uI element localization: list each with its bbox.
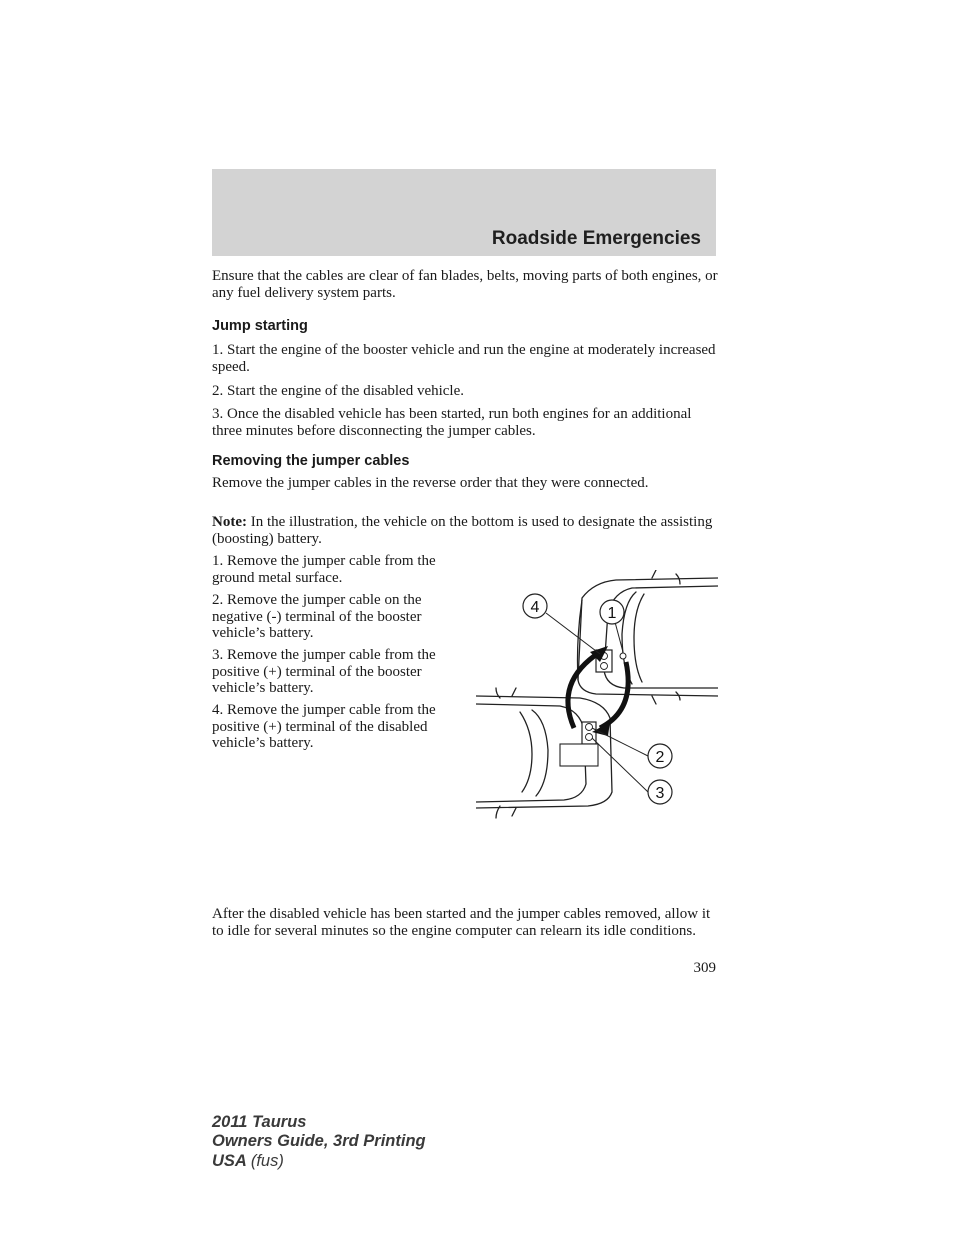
remove-step-4: 4. Remove the jumper cable from the positive (+) terminal of the disabled vehicle’s battery.	[212, 702, 436, 752]
page-number: 309	[693, 960, 716, 976]
intro-paragraph: Ensure that the cables are clear of fan blades, belts, moving parts of both engines, or any fuel delivery system parts.	[212, 268, 718, 301]
remove-step-3: 3. Remove the jumper cable from the positive (+) terminal of the booster vehicle’s battery.	[212, 647, 436, 697]
remove-step-1: 1. Remove the jumper cable from the ground metal surface.	[212, 553, 436, 586]
section-header	[212, 169, 716, 256]
section-title: Roadside Emergencies	[491, 228, 701, 249]
callout-2	[648, 744, 672, 768]
note-label: Note:	[212, 514, 247, 530]
footer-info	[212, 1113, 426, 1171]
callout-1-label: 1	[607, 605, 617, 622]
footer-model: 2011 Taurus	[212, 1113, 307, 1131]
callout-2-label: 2	[655, 749, 665, 766]
removing-intro: Remove the jumper cables in the reverse order that they were connected.	[212, 475, 649, 491]
footer-country: USA	[212, 1151, 247, 1170]
remove-step-2: 2. Remove the jumper cable on the negative (-) terminal of the booster vehicle’s battery.	[212, 592, 422, 642]
note-paragraph	[212, 514, 718, 547]
callout-3-label: 3	[655, 785, 665, 802]
callout-4	[523, 594, 547, 618]
removing-cables-heading: Removing the jumper cables	[212, 453, 410, 469]
note-text: In the illustration, the vehicle on the bottom is used to designate the assisting (boosting) battery.	[212, 514, 713, 547]
jump-step-2: 2. Start the engine of the disabled vehicle.	[212, 383, 465, 399]
footer-guide: Owners Guide, 3rd Printing	[212, 1132, 426, 1151]
jump-starting-heading: Jump starting	[212, 318, 308, 334]
disabled-vehicle-outline	[578, 570, 719, 704]
footer-region	[212, 1152, 426, 1171]
callout-3	[648, 780, 672, 804]
after-paragraph: After the disabled vehicle has been started and the jumper cables removed, allow it to idle for several minutes so the engine computer can relearn its idle conditions.	[212, 906, 711, 939]
footer-code: (fus)	[250, 1151, 284, 1170]
jump-step-1: 1. Start the engine of the booster vehicle and run the engine at moderately increased speed.	[212, 342, 716, 375]
jump-step-3: 3. Once the disabled vehicle has been started, run both engines for an additional three minutes before disconnecting the jumper cables.	[212, 406, 692, 439]
jumper-cable-illustration	[476, 570, 718, 820]
callout-4-label: 4	[530, 599, 540, 616]
callout-1	[600, 600, 624, 624]
